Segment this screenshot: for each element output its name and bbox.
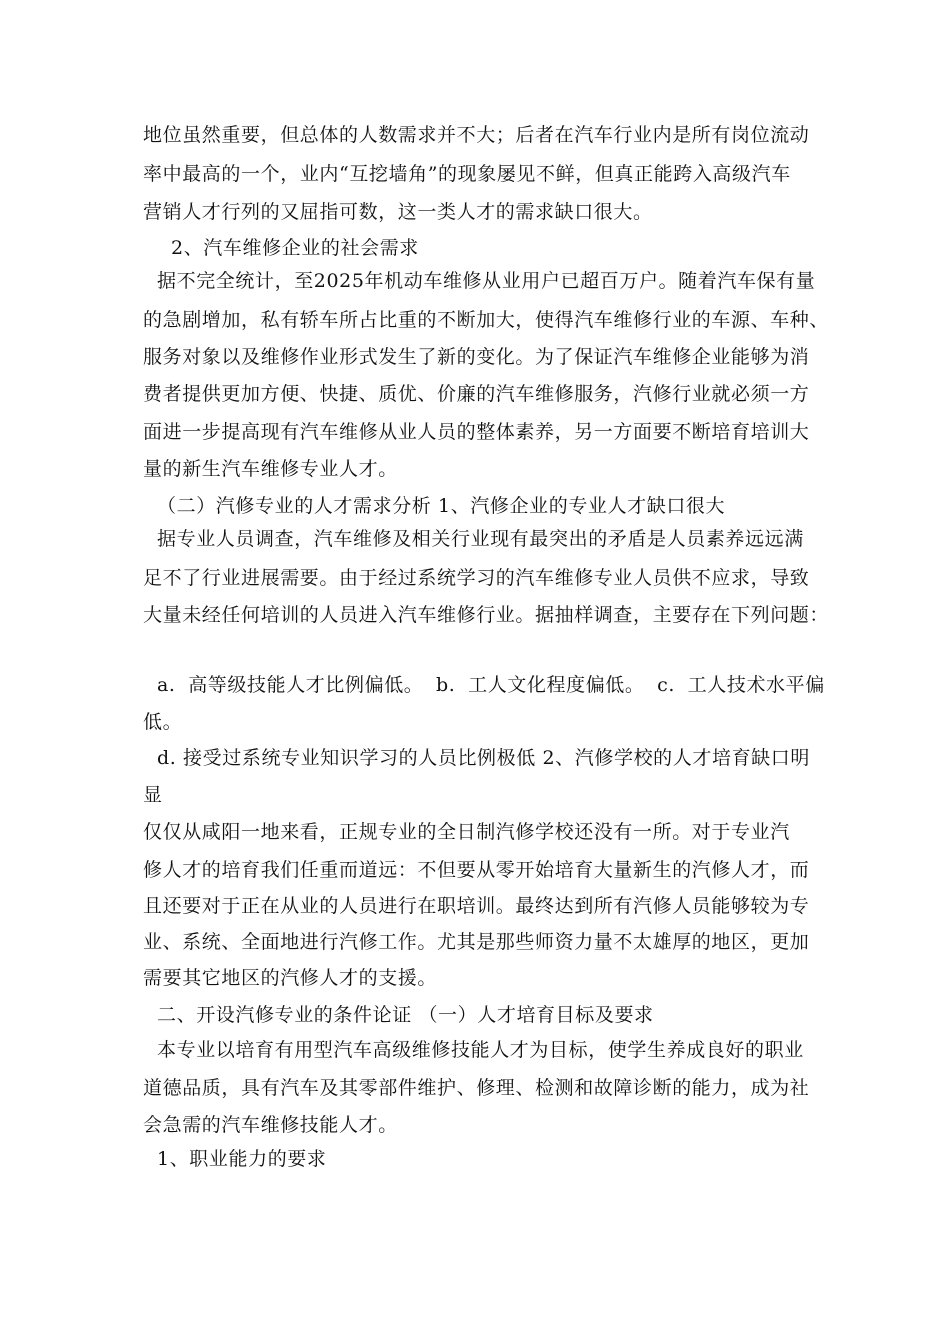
body-text-line: 服务对象以及维修作业形式发生了新的变化。为了保证汽车维修企业能够为消 [143,346,810,368]
body-text-line: 本专业以培育有用型汽车高级维修技能人才为目标，使学生养成良好的职业 [157,1039,804,1061]
body-text-line: 据不完全统计，至2025年机动车维修从业用户已超百万户。随着汽车保有量 [157,270,816,292]
body-text-line: 率中最高的一个，业内“互挖墙角”的现象屡见不鲜，但真正能跨入高级汽车 [143,163,791,185]
section-heading: 二、开设汽修专业的条件论证 （一）人才培育目标及要求 [157,1004,654,1026]
body-text-line: 仅仅从咸阳一地来看，正规专业的全日制汽修学校还没有一所。对于专业汽 [143,821,790,843]
body-text-line: 费者提供更加方便、快捷、质优、价廉的汽车维修服务，汽修行业就必须一方 [143,383,810,405]
body-text-line: 面进一步提高现有汽车维修从业人员的整体素养，另一方面要不断培育培训大 [143,421,810,443]
body-text-line: 地位虽然重要，但总体的人数需求并不大；后者在汽车行业内是所有岗位流动 [143,124,810,146]
body-text-line: 大量未经任何培训的人员进入汽车维修行业。据抽样调查，主要存在下列问题： [143,604,830,626]
section-heading: （二）汽修专业的人才需求分析 1、汽修企业的专业人才缺口很大 [157,495,726,517]
list-item-line: d. 接受过系统专业知识学习的人员比例极低 2、汽修学校的人才培育缺口明 [157,747,810,769]
body-text-line: 需要其它地区的汽修人才的支援。 [143,967,438,989]
section-heading: 2、汽车维修企业的社会需求 [171,237,419,259]
body-text-line: 量的新生汽车维修专业人才。 [143,458,398,480]
body-text-line: 业、系统、全面地进行汽修工作。尤其是那些师资力量不太雄厚的地区，更加 [143,931,810,953]
body-text-line: 据专业人员调查，汽车维修及相关行业现有最突出的矛盾是人员素养远远满 [157,528,804,550]
list-item-line: a. 高等级技能人才比例偏低。 b. 工人文化程度偏低。 c. 工人技术水平偏 [157,674,825,696]
body-text-line: 道德品质，具有汽车及其零部件维护、修理、检测和故障诊断的能力，成为社 [143,1077,810,1099]
list-item-line: 显 [143,784,163,806]
body-text-line: 的急剧增加，私有轿车所占比重的不断加大，使得汽车维修行业的车源、车种、 [143,309,830,331]
body-text-line: 足不了行业进展需要。由于经过系统学习的汽车维修专业人员供不应求，导致 [143,567,810,589]
body-text-line: 会急需的汽车维修技能人才。 [143,1114,398,1136]
body-text-line: 且还要对于正在从业的人员进行在职培训。最终达到所有汽修人员能够较为专 [143,895,810,917]
list-item-line: 低。 [143,711,183,733]
body-text-line: 营销人才行列的又屈指可数，这一类人才的需求缺口很大。 [143,201,653,223]
section-heading: 1、职业能力的要求 [157,1148,327,1170]
body-text-line: 修人才的培育我们任重而道远：不但要从零开始培育大量新生的汽修人才，而 [143,859,810,881]
